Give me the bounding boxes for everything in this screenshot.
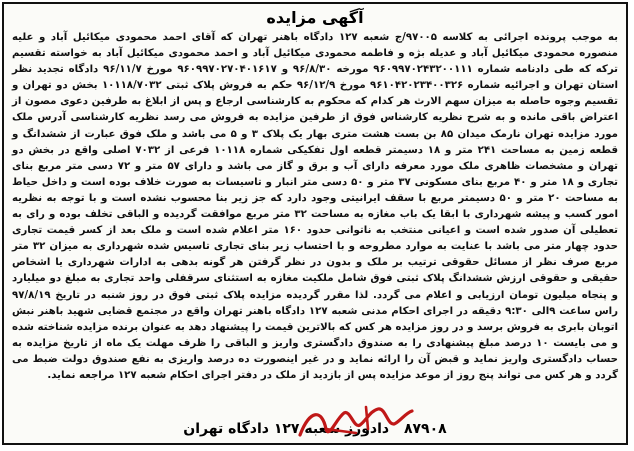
footer-signatory: دادورز شعبه ۱۲۷ دادگاه تهران	[183, 421, 390, 437]
auction-notice	[2, 2, 628, 445]
notice-paragraph: به موجب پرونده اجرائی به کلاسه ۹۷۰۰۵/ج شعبه ۱۲۷ دادگاه باهنر تهران که آقای احمد محمودی میکائیل آباد و علیه منصوره محمودی میکائیل آباد و عدیله بژه و فاطمه محمودی میکائیل آباد و احمد محمودی میکائیل آباد به خواسته تقسیم ترکه که طی دادنامه شماره ۹۶۰۹۹۷۰۲۴۳۲۰۰۱۱۱ مورخه ۹۶/۸/۳۰ و ۹۶۰۹۹۷۰۲۷۰۴۰۱۶۱۷ مورخ ۹۶/۱۱/۷ دادگاه تجدید نظر استان تهران و اجرائیه شماره ۹۶۱۰۴۲۰۲۳۴۰۰۳۲۶ مورخ ۹۶/۱۲/۹ حکم به فروش پلاک ثبتی ۱۰۱۱۸/۷۰۳۲ بخش دو تهران و تقسیم وجوه حاصله به میزان سهم الارث هر کدام که محکوم به کارشناسی ارجاع و پس از ابلاغ به طرفین دعوی مصون از اعتراض باقی مانده و به شرح نظریه کارشناس فوق از طرفین مزایده به فروش می رسد نظریه کارشناسی آدرس ملک مورد مزایده تهران نارمک میدان ۸۵ بن بست هشت متری بهار یک پلاک ۳ و ۵ می باشد و ملک فوق عبارت از ششدانگ و قطعه زمین به مساحت ۲۴۱ متر و ۱۸ دسیمتر قطعه اول تفکیکی شماره ۱۰۱۱۸ فرعی از ۷۰۳۲ اصلی واقع در بخش دو تهران و مشخصات ظاهری ملک مورد معرفه دارای آب و برق و گاز می باشد و دارای ۵۷ متر و ۷۲ دسی متر مربع بنای تجاری و ۱۸ متر و ۴۰ مربع بنای مسکونی ۳۷ متر و ۵۰ دسی متر انبار و تاسیسات به صورت خلاف بوده است و داخل حیاط به مساحت ۲۰ متر و ۵۰ دسیمتر مربع با سقف ایرانیتی وجود دارد که جز زیر بنا محسوب نشده است و با توجه به نظریه امور کسب و پیشه شهرداری با ابقا یک باب مغازه به مساحت ۳۲ متر مربع موافقت گردیده و الباقی تخلف بوده و رای به تعطیلی آن صدور شده است و اعیانی منتخب به ناتوانی حدود ۱۶۰ متر اعلام شده است و ملک بعد از کسر قیمت تجاری حدود چهار متر می باشد با عنایت به موارد مطروحه و با احتساب زیر بنای تجاری تاسیس شده شهرداری به میزان ۳۲ متر مربع صرف نظر از مسائل حقوقی ترتیب بر ملک و بدون در نظر گرفتن هر گونه بدهی به ادارات شهرداری یا اشخاص حقیقی و حقوقی ارزش ششدانگ پلاک ثبتی فوق شامل ملکیت مغازه به استثنای سرقفلی واحد تجاری به مبلغ دو میلیارد و پنجاه میلیون تومان ارزیابی و اعلام می گردد. لذا مقرر گردیده مزایده پلاک ثبتی فوق در روز شنبه در تاریخ ۹۷/۸/۱۹ راس ساعت ۹الی ۹:۳۰ دقیقه در اجرای احکام مدنی شعبه ۱۲۷ دادگاه باهنر تهران واقع در مجتمع قضایی شهید باهنر نبش اتوبان بابری به فروش برسد و در روز مزایده هر کس که بالاترین قیمت را پیشنهاد دهد به عنوان برنده مزایده شناخته شده و می بایست ۱۰ درصد مبلغ پیشنهادی را به صندوق دادگستری واریز و الباقی را ظرف مهلت یک ماه از تاریخ مزایده به حساب دادگستری واریز نماید و قبض آن را ارائه نماید و در غیر اینصورت ده درصد واریزی به نفع صندوق دولت ضبط می گردد و هر کس می تواند پنج روز از موعد مزایده پس از بازدید از ملک در دفتر اجرای احکام شعبه ۱۲۷ مراجعه نماید.	[12, 32, 619, 381]
notice-body	[12, 30, 618, 384]
notice-title: آگهی مزایده	[266, 8, 364, 27]
footer-code: ۸۷۹۰۸	[403, 421, 447, 437]
notice-footer	[4, 421, 626, 437]
